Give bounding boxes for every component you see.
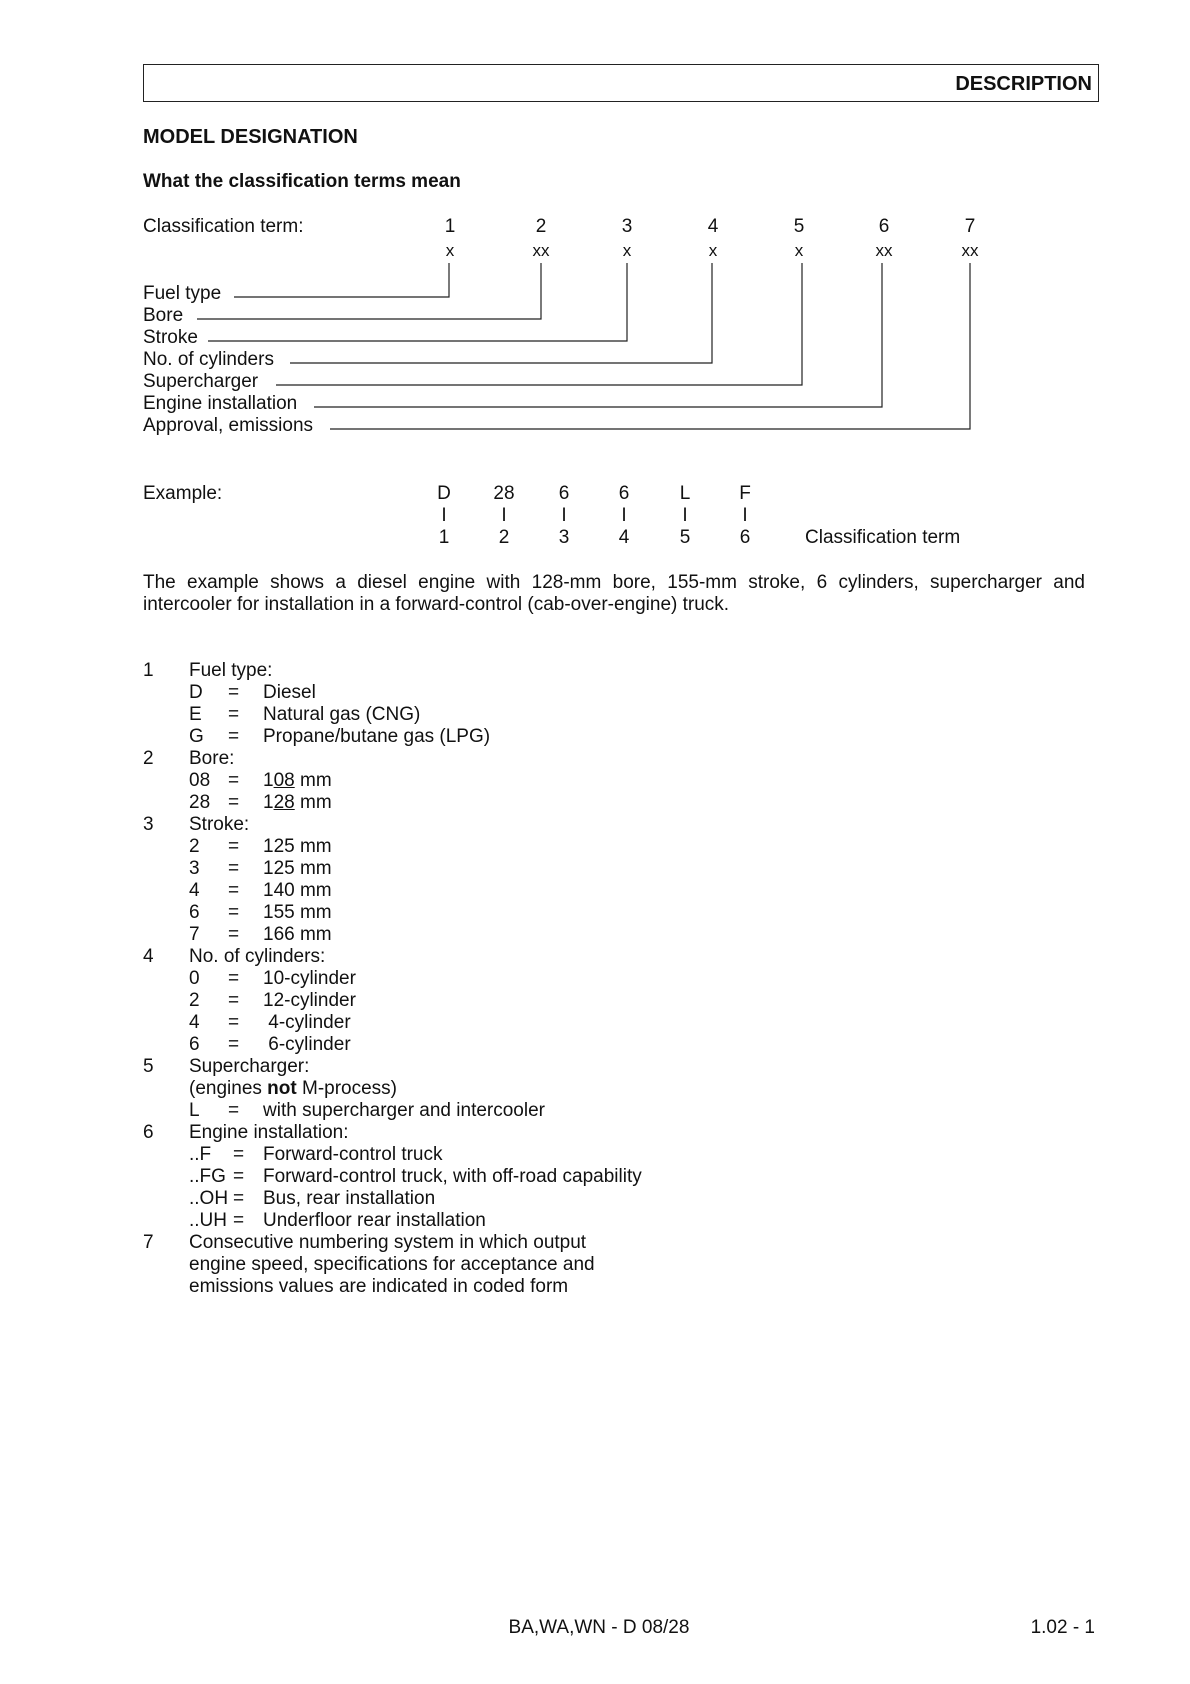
code-meaning: Underfloor rear installation [263, 1210, 486, 1231]
legend-fuel-type: Fuel type [143, 283, 222, 304]
code-value: ..F [189, 1144, 212, 1165]
example-term-number: 1 [438, 527, 450, 548]
code-meaning: Bus, rear installation [263, 1188, 436, 1209]
code-meaning: 166 mm [263, 924, 332, 945]
example-description: The example shows a diesel engine with 128-mm bore, 155-mm stroke, 6 cylinders, supercharger and intercooler for installation in a forward-control (cab-over-engine) truck. [143, 572, 1085, 615]
equals-sign: = [228, 726, 240, 747]
connector-line-2 [197, 263, 541, 319]
list-item-number: 4 [143, 946, 154, 967]
list-item-text-line: engine speed, specifications for acceptance and [189, 1254, 595, 1275]
example-code: F [739, 483, 751, 504]
equals-sign: = [228, 770, 240, 791]
code-meaning: 12-cylinder [263, 990, 356, 1011]
connector-line-5 [276, 263, 802, 385]
list-item-title: Supercharger: [189, 1056, 310, 1077]
code-meaning: Diesel [263, 682, 316, 703]
example-code: 6 [558, 483, 570, 504]
code-value: 0 [189, 968, 200, 989]
code-value: 4 [189, 1012, 200, 1033]
classification-label: Classification term: [143, 216, 304, 237]
example-term-label: Classification term [805, 527, 961, 548]
note-suffix: M-process) [296, 1078, 398, 1099]
equals-sign: = [233, 1144, 245, 1165]
equals-sign: = [228, 990, 240, 1011]
list-item-title: Bore: [189, 748, 235, 769]
example-code: 28 [493, 483, 515, 504]
code-meaning: 125 mm [263, 836, 332, 857]
equals-sign: = [228, 1012, 240, 1033]
example-term-number: 3 [558, 527, 570, 548]
example-term-number: 4 [618, 527, 630, 548]
list-item-title: Stroke: [189, 814, 250, 835]
bore-underlined-code: 28 [273, 792, 295, 813]
note-emphasis: not [267, 1078, 297, 1099]
code-meaning: 6-cylinder [263, 1034, 351, 1055]
example-pipe: I [501, 505, 507, 526]
code-value: 08 [189, 770, 211, 791]
legend-supercharger: Supercharger [143, 371, 259, 392]
equals-sign: = [228, 924, 240, 945]
equals-sign: = [228, 1034, 240, 1055]
equals-sign: = [233, 1166, 245, 1187]
example-label: Example: [143, 483, 223, 504]
note-prefix: (engines [189, 1078, 268, 1099]
term-placeholder: x [622, 241, 632, 260]
code-meaning: Forward-control truck [263, 1144, 443, 1165]
term-placeholder: xx [532, 241, 550, 260]
code-meaning: Propane/butane gas (LPG) [263, 726, 491, 747]
term-placeholder: x [445, 241, 455, 260]
legend-approval-emissions: Approval, emissions [143, 415, 314, 436]
code-meaning: 155 mm [263, 902, 332, 923]
page-number: 1.02 - 1 [1030, 1617, 1095, 1638]
list-item-text-line: Consecutive numbering system in which output [189, 1232, 587, 1253]
list-item-number: 7 [143, 1232, 154, 1253]
term-number: 3 [621, 216, 633, 237]
equals-sign: = [228, 968, 240, 989]
legend-cylinders: No. of cylinders [143, 349, 274, 370]
code-meaning [263, 770, 332, 792]
code-meaning: 125 mm [263, 858, 332, 879]
list-item-title: Engine installation: [189, 1122, 349, 1143]
term-placeholder: xx [961, 241, 979, 260]
example-pipe: I [742, 505, 748, 526]
code-value: 2 [189, 836, 200, 857]
code-value: 6 [189, 902, 200, 923]
page-header-title: DESCRIPTION [955, 73, 1092, 95]
connector-line-1 [234, 263, 449, 297]
example-pipe: I [561, 505, 567, 526]
code-value: 4 [189, 880, 200, 901]
code-meaning: Forward-control truck, with off-road capability [263, 1166, 642, 1187]
term-number: 7 [964, 216, 976, 237]
bore-prefix: 1 [263, 770, 274, 791]
connector-lines [0, 0, 1190, 460]
term-placeholder: xx [875, 241, 893, 260]
equals-sign: = [228, 902, 240, 923]
term-placeholder: x [794, 241, 804, 260]
list-item-number: 2 [143, 748, 154, 769]
example-term-number: 6 [739, 527, 751, 548]
code-value: G [189, 726, 204, 747]
list-item-text-line: emissions values are indicated in coded form [189, 1276, 569, 1297]
list-item-number: 3 [143, 814, 154, 835]
connector-line-7 [330, 263, 970, 429]
code-value: D [189, 682, 203, 703]
supercharger-note [189, 1078, 397, 1100]
example-code: L [679, 483, 691, 504]
section-title: MODEL DESIGNATION [143, 126, 358, 148]
equals-sign: = [228, 836, 240, 857]
legend-bore: Bore [143, 305, 184, 326]
list-item-title: Fuel type: [189, 660, 273, 681]
example-pipe: I [441, 505, 447, 526]
term-placeholder: x [708, 241, 718, 260]
bore-prefix: 1 [263, 792, 274, 813]
example-code: 6 [618, 483, 630, 504]
code-value: ..FG [189, 1166, 226, 1187]
list-item-number: 1 [143, 660, 154, 681]
equals-sign: = [228, 792, 240, 813]
code-value: 7 [189, 924, 200, 945]
code-value: L [189, 1100, 200, 1121]
code-meaning: 10-cylinder [263, 968, 356, 989]
code-meaning: with supercharger and intercooler [263, 1100, 545, 1121]
equals-sign: = [233, 1188, 245, 1209]
bore-underlined-code: 08 [273, 770, 295, 791]
term-number: 1 [444, 216, 456, 237]
subsection-title: What the classification terms mean [143, 171, 461, 192]
connector-line-4 [290, 263, 712, 363]
bore-unit: mm [294, 770, 332, 791]
equals-sign: = [233, 1210, 245, 1231]
code-meaning [263, 792, 332, 814]
term-number: 4 [707, 216, 719, 237]
example-term-number: 5 [679, 527, 691, 548]
equals-sign: = [228, 1100, 240, 1121]
example-code: D [437, 483, 451, 504]
equals-sign: = [228, 704, 240, 725]
term-number: 2 [535, 216, 547, 237]
legend-engine-installation: Engine installation [143, 393, 298, 414]
code-meaning: 4-cylinder [263, 1012, 351, 1033]
connector-line-3 [208, 263, 627, 341]
code-meaning: Natural gas (CNG) [263, 704, 421, 725]
code-meaning: 140 mm [263, 880, 332, 901]
code-value: 3 [189, 858, 200, 879]
bore-unit: mm [294, 792, 332, 813]
example-pipe: I [682, 505, 688, 526]
code-value: E [189, 704, 202, 725]
equals-sign: = [228, 858, 240, 879]
example-pipe: I [621, 505, 627, 526]
list-item-title: No. of cylinders: [189, 946, 326, 967]
term-number: 5 [793, 216, 805, 237]
code-value: 2 [189, 990, 200, 1011]
equals-sign: = [228, 880, 240, 901]
equals-sign: = [228, 682, 240, 703]
footer-document-code: BA,WA,WN - D 08/28 [508, 1617, 690, 1638]
code-value: ..OH [189, 1188, 229, 1209]
term-number: 6 [878, 216, 890, 237]
list-item-number: 6 [143, 1122, 154, 1143]
example-term-number: 2 [498, 527, 510, 548]
legend-stroke: Stroke [143, 327, 198, 348]
list-item-number: 5 [143, 1056, 154, 1077]
code-value: 6 [189, 1034, 200, 1055]
code-value: 28 [189, 792, 211, 813]
code-value: ..UH [189, 1210, 227, 1231]
